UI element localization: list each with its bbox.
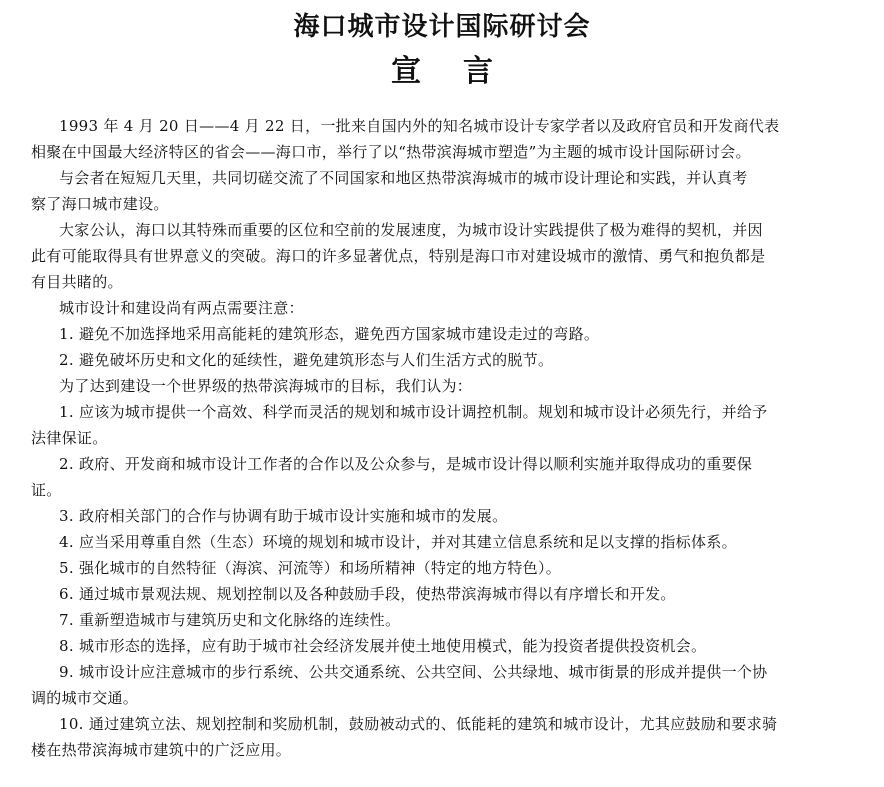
paragraph-line: 与会者在短短几天里，共同切磋交流了不同国家和地区热带滨海城市的城市设计理论和实践，并认真考 <box>59 169 748 187</box>
paragraph-line: 6. 通过城市景观法规、规划控制以及各种鼓励手段，使热带滨海城市得以有序增长和开发。 <box>59 585 676 603</box>
paragraph-line: 证。 <box>31 481 62 499</box>
paragraph-line: 5. 强化城市的自然特征（海滨、河流等）和场所精神（特定的地方特色）。 <box>59 559 562 577</box>
paragraph <box>0 321 884 347</box>
paragraph-line: 大家公认，海口以其特殊而重要的区位和空前的发展速度，为城市设计实践提供了极为难得的契机，并因 <box>59 221 763 239</box>
paragraph-line: 为了达到建设一个世界级的热带滨海城市的目标，我们认为： <box>59 377 473 395</box>
paragraph-line: 3. 政府相关部门的合作与协调有助于城市设计实施和城市的发展。 <box>59 507 508 525</box>
paragraph-line: 法律保证。 <box>31 429 108 447</box>
paragraph-line: 察了海口城市建设。 <box>31 195 169 213</box>
paragraph-line: 调的城市交通。 <box>31 689 139 707</box>
paragraph <box>0 451 884 503</box>
paragraph <box>0 373 884 399</box>
paragraph-line: 7. 重新塑造城市与建筑历史和文化脉络的连续性。 <box>59 611 401 629</box>
paragraph-line: 10. 通过建筑立法、规划控制和奖励机制，鼓励被动式的、低能耗的建筑和城市设计，尤其应鼓励和要求骑 <box>59 715 778 733</box>
paragraph <box>0 581 884 607</box>
paragraph <box>0 633 884 659</box>
paragraph-line: 1993 年 4 月 20 日——4 月 22 日，一批来自国内外的知名城市设计专家学者以及政府官员和开发商代表 <box>59 117 780 135</box>
paragraph <box>0 503 884 529</box>
paragraph-line: 4. 应当采用尊重自然（生态）环境的规划和城市设计，并对其建立信息系统和足以支撑的指标体系。 <box>59 533 737 551</box>
paragraph-line: 8. 城市形态的选择，应有助于城市社会经济发展并使土地使用模式，能为投资者提供投资机会。 <box>59 637 707 655</box>
document-title: 海口城市设计国际研讨会 <box>293 12 591 42</box>
paragraph-line: 楼在热带滨海城市建筑中的广泛应用。 <box>31 741 292 759</box>
paragraph <box>0 659 884 711</box>
paragraph <box>0 399 884 451</box>
paragraph <box>0 529 884 555</box>
paragraph <box>0 607 884 633</box>
paragraph-line: 有目共睹的。 <box>31 273 123 291</box>
paragraph <box>0 555 884 581</box>
paragraph <box>0 295 884 321</box>
document-subtitle: 宣言 <box>391 54 535 89</box>
paragraph-line: 2. 政府、开发商和城市设计工作者的合作以及公众参与，是城市设计得以顺利实施并取得成功的重要保 <box>59 455 753 473</box>
paragraph-line: 相聚在中国最大经济特区的省会——海口市，举行了以“热带滨海城市塑造”为主题的城市设计国际研讨会。 <box>31 143 751 161</box>
paragraph-line: 此有可能取得具有世界意义的突破。海口的许多显著优点，特别是海口市对建设城市的激情、勇气和抱负都是 <box>31 247 766 265</box>
paragraph-line: 城市设计和建设尚有两点需要注意： <box>59 299 304 317</box>
document-body <box>0 113 884 763</box>
paragraph-line: 1. 应该为城市提供一个高效、科学而灵活的规划和城市设计调控机制。规划和城市设计必须先行，并给予 <box>59 403 768 421</box>
paragraph <box>0 113 884 165</box>
paragraph <box>0 165 884 217</box>
paragraph <box>0 217 884 295</box>
paragraph <box>0 347 884 373</box>
paragraph-line: 1. 避免不加选择地采用高能耗的建筑形态，避免西方国家城市建设走过的弯路。 <box>59 325 600 343</box>
paragraph-line: 2. 避免破坏历史和文化的延续性，避免建筑形态与人们生活方式的脱节。 <box>59 351 554 369</box>
paragraph <box>0 711 884 763</box>
paragraph-line: 9. 城市设计应注意城市的步行系统、公共交通系统、公共空间、公共绿地、城市街景的形成并提供一个协 <box>59 663 768 681</box>
